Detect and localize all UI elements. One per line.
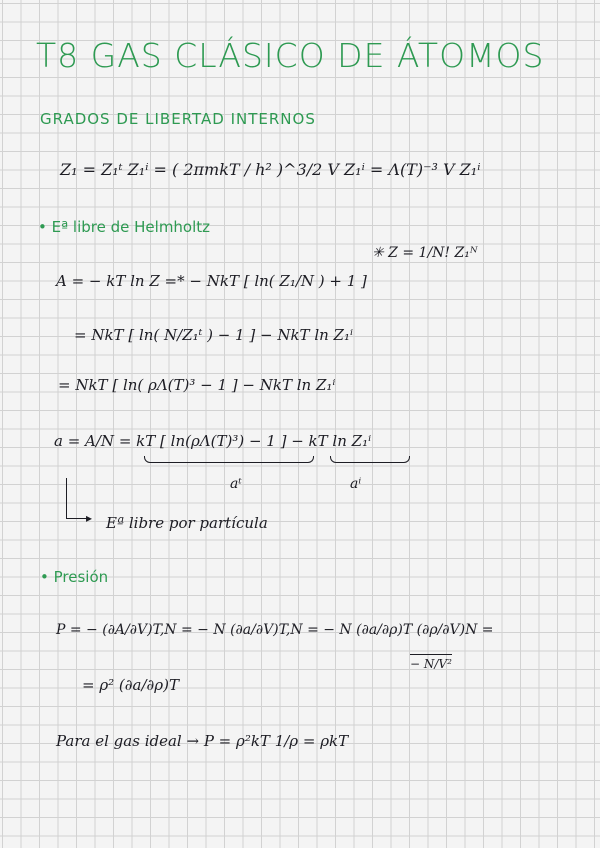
equation-a4: a = A/N = kT [ ln(ρΛ(T)³) − 1 ] − kT ln Z₁ⁱ — [54, 432, 372, 450]
equation-a3: = NkT [ ln( ρΛ(T)³ − 1 ] − NkT ln Z₁ⁱ — [58, 376, 336, 394]
section-heading-internal-dof: GRADOS DE LIBERTAD INTERNOS — [40, 110, 316, 128]
equation-a1: A = − kT ln Z =* − NkT [ ln( Z₁/N ) + 1 ] — [56, 272, 367, 290]
arrow-note: Eª libre por partícula — [106, 514, 268, 532]
underbrace-ai — [330, 456, 410, 463]
equation-p2: = ρ² (∂a/∂ρ)T — [82, 676, 179, 694]
equation-p1: P = − (∂A/∂V)T,N = − N (∂a/∂V)T,N = − N (∂a/∂ρ)T (∂ρ/∂V)N = — [56, 622, 494, 638]
equation-p1-underterm: − N/V² — [410, 654, 452, 671]
equation-a2: = NkT [ ln( N/Z₁ᵗ ) − 1 ] − NkT ln Z₁ⁱ — [74, 326, 353, 344]
star-note-partition: ✳ Z = 1/N! Z₁ᴺ — [372, 245, 478, 261]
label-at: aᵗ — [230, 476, 242, 492]
equation-z1: Z₁ = Z₁ᵗ Z₁ⁱ = ( 2πmkT / h² )^3/2 V Z₁ⁱ = Λ(T)⁻³ V Z₁ⁱ — [60, 160, 481, 179]
ideal-gas-equation: Para el gas ideal → P = ρ²kT 1/ρ = ρkT — [56, 732, 349, 750]
label-ai: aⁱ — [350, 476, 362, 492]
underbrace-at — [144, 456, 314, 463]
page-title: T8 GAS CLÁSICO DE ÁTOMOS — [36, 36, 545, 75]
arrow-head-icon: ▸ — [86, 511, 93, 525]
bullet-helmholtz: • Eª libre de Helmholtz — [38, 218, 211, 236]
bullet-pressure: • Presión — [40, 568, 109, 586]
